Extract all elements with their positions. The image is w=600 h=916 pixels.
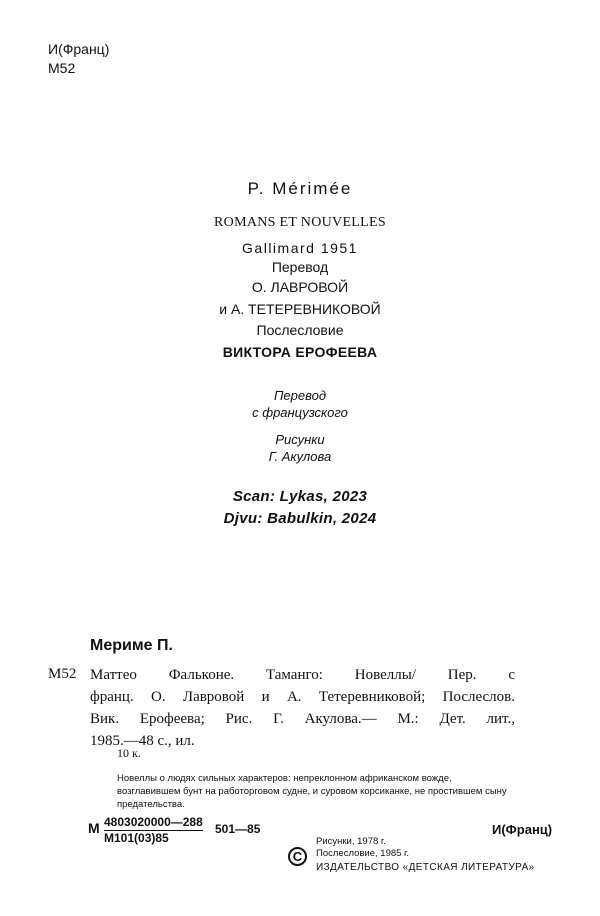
classification-mark: И(Франц) bbox=[48, 41, 110, 57]
translator-1: О. ЛАВРОВОЙ bbox=[251, 279, 349, 295]
publisher-name: ИЗДАТЕЛЬСТВО «ДЕТСКАЯ ЛИТЕРАТУРА» bbox=[316, 862, 535, 873]
djvu-credit: Djvu: Babulkin, 2024 bbox=[223, 510, 377, 527]
illustrations-year: Рисунки, 1978 г. bbox=[316, 836, 386, 847]
scan-credit: Scan: Lykas, 2023 bbox=[232, 488, 368, 505]
copies-count: 10 к. bbox=[117, 746, 141, 760]
from-french-1: Перевод bbox=[273, 388, 327, 403]
index-denominator: М101(03)85 bbox=[104, 831, 169, 845]
index-code: 501—85 bbox=[215, 822, 261, 836]
description-line: Маттео Фальконе. Таманго: Новеллы/ Пер. с bbox=[90, 667, 515, 683]
footer-classification: И(Франц) bbox=[492, 822, 553, 837]
description-line: франц. О. Лавровой и А. Тетеревниковой; Послеслов. bbox=[90, 689, 515, 705]
original-title: ROMANS ET NOUVELLES bbox=[214, 215, 386, 230]
afterword-author: ВИКТОРА ЕРОФЕЕВА bbox=[222, 344, 378, 360]
translator-2: и А. ТЕТЕРЕВНИКОВОЙ bbox=[219, 301, 381, 317]
translation-label: Перевод bbox=[271, 259, 329, 275]
index-numerator: 4803020000—288 bbox=[104, 815, 203, 829]
author-mark: М52 bbox=[48, 60, 76, 76]
annotation: Новеллы о людях сильных характеров: непреклонном африканском вожде, возглавившем бунт на работорговом судне, и суровом корсиканке, не простившем сыну предательства. bbox=[117, 773, 507, 810]
author-heading: Мериме П. bbox=[90, 637, 173, 654]
illustrator: Г. Акулова bbox=[268, 449, 332, 464]
illustrations-label: Рисунки bbox=[275, 432, 325, 447]
from-french-2: с французского bbox=[252, 405, 348, 420]
original-author: P. Mérimée bbox=[247, 179, 353, 198]
copyright-years bbox=[316, 836, 409, 860]
description-line: 1985.—48 с., ил. bbox=[90, 733, 195, 749]
description-line: Вик. Ерофеева; Рис. Г. Акулова.— М.: Дет. лит., bbox=[90, 711, 515, 727]
afterword-year: Послесловие, 1985 г. bbox=[316, 848, 410, 859]
original-edition: Gallimard 1951 bbox=[242, 240, 358, 256]
bibliographic-description bbox=[90, 664, 515, 752]
call-number: М52 bbox=[48, 666, 77, 682]
afterword-label: Послесловие bbox=[256, 322, 344, 338]
copyright-icon: C bbox=[288, 847, 307, 866]
index-prefix: М bbox=[88, 820, 100, 836]
